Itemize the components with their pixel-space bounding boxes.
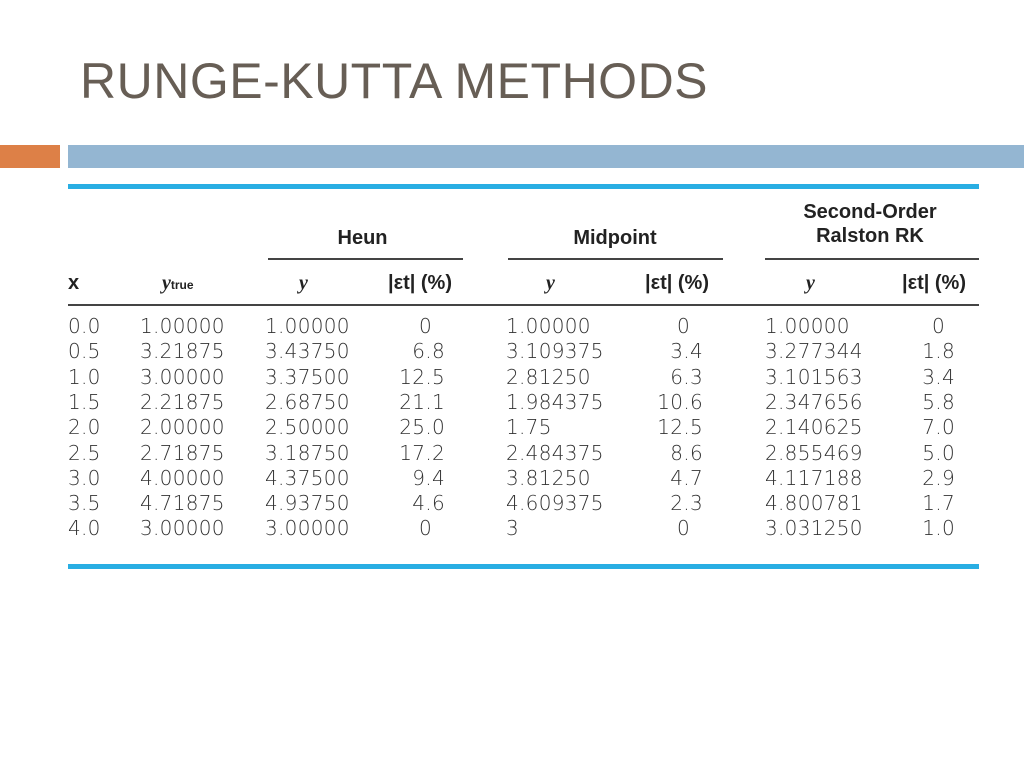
cell-ral-y: 2.855469: [765, 440, 863, 465]
cell-ral-y: 4.117188: [765, 465, 863, 490]
cell-mid-y: 3.81250: [506, 465, 591, 490]
col-head-heun-err: [388, 272, 452, 295]
cell-mid-y: 4.609375: [506, 491, 604, 516]
accent-bar-blue: [68, 145, 1024, 168]
cell-x: 2.5: [68, 440, 101, 465]
cell-heun-y: 3.43750: [265, 339, 350, 364]
cell-mid-y: 3.109375: [506, 339, 604, 364]
cell-ral-err: 1.0: [922, 516, 955, 541]
cell-x: 0.5: [68, 339, 101, 364]
cell-ral-y: 4.800781: [765, 491, 863, 516]
cell-x: 4.0: [68, 516, 101, 541]
cell-mid-y: 1.00000: [506, 314, 591, 338]
cell-heun-y: 3.18750: [265, 440, 350, 465]
table-bottom-rule: [68, 564, 979, 569]
cell-ral-err: 5.0: [922, 440, 955, 465]
cell-heun-err: 6.8: [412, 339, 445, 364]
table-row: [0, 339, 1000, 364]
cell-x: 1.5: [68, 389, 101, 414]
cell-ral-err: 7.0: [922, 415, 955, 440]
col-head-heun-err-label: |εt| (%): [388, 272, 453, 294]
cell-ral-err: 5.8: [922, 389, 955, 414]
cell-heun-y: 3.00000: [265, 516, 350, 541]
cell-heun-y: 3.37500: [265, 364, 350, 389]
cell-ytrue: 3.21875: [140, 339, 225, 364]
cell-x: 1.0: [68, 364, 101, 389]
cell-x: 3.0: [68, 465, 101, 490]
cell-ral-y: 2.140625: [765, 415, 863, 440]
cell-mid-y: 3: [506, 516, 520, 541]
cell-ral-y: 3.031250: [765, 516, 863, 541]
group-midpoint: Midpoint: [573, 227, 657, 249]
table-row: [0, 390, 1000, 415]
cell-ytrue: 1.00000: [140, 314, 225, 338]
cell-ytrue: 3.00000: [140, 364, 225, 389]
cell-ytrue: 4.71875: [140, 491, 225, 516]
col-head-mid-err-label: |εt| (%): [645, 272, 710, 294]
table-row: [0, 415, 1000, 440]
cell-mid-err: 6.3: [670, 364, 703, 389]
cell-mid-err: 2.3: [670, 491, 703, 516]
cell-heun-y: 1.00000: [265, 314, 350, 338]
cell-heun-err: 9.4: [412, 465, 445, 490]
cell-heun-err: 0: [419, 314, 433, 338]
slide-title: RUNGE-KUTTA METHODS: [80, 53, 709, 109]
cell-mid-y: 1.75: [506, 415, 552, 440]
cell-mid-err: 10.6: [657, 389, 703, 414]
cell-mid-y: 2.484375: [506, 440, 604, 465]
cell-ral-err: 1.8: [922, 339, 955, 364]
col-head-ral-err-label: |εt| (%): [902, 272, 967, 294]
cell-ytrue: 2.00000: [140, 415, 225, 440]
cell-mid-y: 1.984375: [506, 389, 604, 414]
cell-ytrue: 4.00000: [140, 465, 225, 490]
cell-mid-err: 12.5: [657, 415, 703, 440]
group-ralston: [770, 200, 970, 248]
cell-heun-err: 21.1: [399, 389, 445, 414]
cell-mid-err: 4.7: [670, 465, 703, 490]
cell-x: 2.0: [68, 415, 101, 440]
cell-ytrue: 2.71875: [140, 440, 225, 465]
group-rule-ralston: [765, 258, 979, 260]
cell-heun-err: 4.6: [412, 491, 445, 516]
cell-ral-err: 2.9: [922, 465, 955, 490]
cell-x: 0.0: [68, 314, 101, 338]
cell-ral-y: 3.277344: [765, 339, 863, 364]
table-row: [0, 441, 1000, 466]
cell-mid-err: 8.6: [670, 440, 703, 465]
table-row: [0, 491, 1000, 516]
group-rule-midpoint: [508, 258, 723, 260]
cell-mid-err: 0: [677, 516, 691, 541]
group-ralston-line1: Second-Order: [803, 201, 937, 223]
cell-ral-y: 1.00000: [765, 314, 850, 338]
col-head-ral-y-label: y: [806, 272, 815, 294]
cell-mid-err: 0: [677, 314, 691, 338]
cell-heun-y: 4.93750: [265, 491, 350, 516]
cell-x: 3.5: [68, 491, 101, 516]
cell-heun-err: 12.5: [399, 364, 445, 389]
col-head-ral-y: [806, 272, 815, 295]
col-head-x-label: x: [68, 272, 80, 294]
accent-bar-orange: [0, 145, 60, 168]
group-heun: Heun: [337, 227, 388, 249]
cell-heun-y: 2.50000: [265, 415, 350, 440]
group-ralston-line2: Ralston RK: [816, 225, 924, 247]
table-row: [0, 365, 1000, 390]
col-head-ytrue-sub: true: [170, 278, 194, 292]
table-row: [0, 516, 1000, 541]
col-head-ral-err: [902, 272, 966, 295]
col-head-mid-err: [645, 272, 709, 295]
cell-heun-err: 25.0: [399, 415, 445, 440]
col-head-mid-y-label: y: [546, 272, 555, 294]
group-rule-heun: [268, 258, 463, 260]
cell-ral-err: 1.7: [922, 491, 955, 516]
col-head-mid-y: [546, 272, 555, 295]
cell-ral-err: 0: [932, 314, 946, 338]
cell-mid-y: 2.81250: [506, 364, 591, 389]
col-head-ytrue-main: y: [162, 272, 171, 294]
cell-ral-err: 3.4: [922, 364, 955, 389]
cell-heun-err: 17.2: [399, 440, 445, 465]
cell-heun-err: 0: [419, 516, 433, 541]
header-rule: [68, 304, 979, 306]
col-head-heun-y: [299, 272, 308, 295]
table-top-rule: [68, 184, 979, 189]
cell-ral-y: 3.101563: [765, 364, 863, 389]
col-head-heun-y-label: y: [299, 272, 308, 294]
table-row: [0, 466, 1000, 491]
col-head-ytrue: [162, 272, 194, 295]
cell-ytrue: 2.21875: [140, 389, 225, 414]
table-row: [0, 314, 1000, 339]
cell-heun-y: 2.68750: [265, 389, 350, 414]
cell-ral-y: 2.347656: [765, 389, 863, 414]
col-head-x: [68, 272, 79, 295]
cell-mid-err: 3.4: [670, 339, 703, 364]
cell-heun-y: 4.37500: [265, 465, 350, 490]
cell-ytrue: 3.00000: [140, 516, 225, 541]
